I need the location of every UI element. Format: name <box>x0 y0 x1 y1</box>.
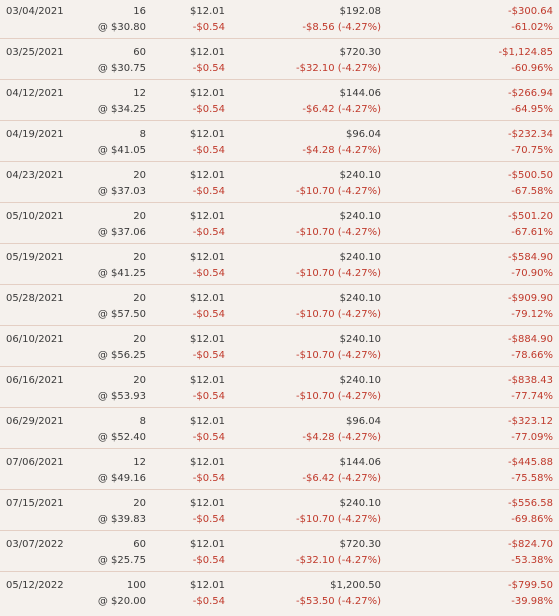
lot-day-change: -$0.54 <box>192 514 225 525</box>
lot-value: $240.10 <box>339 252 381 263</box>
lot-value: $144.06 <box>339 457 381 468</box>
lot-value: $240.10 <box>339 211 381 222</box>
lot-date: 07/06/2021 <box>6 457 64 468</box>
lot-price: $12.01 <box>190 170 225 181</box>
lot-value-change: -$6.42 (-4.27%) <box>302 473 381 484</box>
lot-day-change: -$0.54 <box>192 145 225 156</box>
lot-gain: -$824.70 <box>508 539 553 550</box>
table-row[interactable] <box>0 80 559 121</box>
lot-cost-basis: @ $53.93 <box>97 391 146 402</box>
lot-cost-basis: @ $41.05 <box>97 145 146 156</box>
lot-price: $12.01 <box>190 457 225 468</box>
lot-value: $240.10 <box>339 498 381 509</box>
lot-quantity: 20 <box>133 375 146 386</box>
lot-price: $12.01 <box>190 47 225 58</box>
lot-cost-basis: @ $30.75 <box>97 63 146 74</box>
lot-value: $96.04 <box>346 416 381 427</box>
lot-date: 06/29/2021 <box>6 416 64 427</box>
lot-value: $240.10 <box>339 293 381 304</box>
lot-price: $12.01 <box>190 129 225 140</box>
table-row[interactable] <box>0 572 559 613</box>
lot-gain: -$501.20 <box>508 211 553 222</box>
table-row[interactable] <box>0 367 559 408</box>
table-row[interactable] <box>0 203 559 244</box>
lot-price: $12.01 <box>190 375 225 386</box>
lot-day-change: -$0.54 <box>192 268 225 279</box>
lot-gain: -$584.90 <box>508 252 553 263</box>
lot-cost-basis: @ $41.25 <box>97 268 146 279</box>
lot-quantity: 20 <box>133 334 146 345</box>
lot-value-change: -$6.42 (-4.27%) <box>302 104 381 115</box>
lot-quantity: 12 <box>133 457 146 468</box>
lot-gain-percent: -70.75% <box>511 145 553 156</box>
lot-price: $12.01 <box>190 539 225 550</box>
table-row[interactable] <box>0 449 559 490</box>
lot-date: 05/28/2021 <box>6 293 64 304</box>
lot-cost-basis: @ $56.25 <box>97 350 146 361</box>
table-row[interactable] <box>0 39 559 80</box>
lot-gain: -$500.50 <box>508 170 553 181</box>
lot-value-change: -$53.50 (-4.27%) <box>296 596 381 607</box>
lot-price: $12.01 <box>190 580 225 591</box>
lot-gain-percent: -64.95% <box>511 104 553 115</box>
lot-date: 04/19/2021 <box>6 129 64 140</box>
lot-gain-percent: -39.98% <box>511 596 553 607</box>
lot-value: $144.06 <box>339 88 381 99</box>
lot-value: $240.10 <box>339 170 381 181</box>
lot-price: $12.01 <box>190 498 225 509</box>
lot-day-change: -$0.54 <box>192 22 225 33</box>
lot-date: 06/16/2021 <box>6 375 64 386</box>
lot-date: 03/04/2021 <box>6 6 64 17</box>
lot-quantity: 8 <box>139 416 146 427</box>
lot-gain: -$556.58 <box>508 498 553 509</box>
lot-quantity: 60 <box>133 539 146 550</box>
table-row[interactable] <box>0 490 559 531</box>
lot-date: 04/23/2021 <box>6 170 64 181</box>
lot-quantity: 20 <box>133 170 146 181</box>
lot-value: $96.04 <box>346 129 381 140</box>
lot-value: $192.08 <box>339 6 381 17</box>
lot-value-change: -$10.70 (-4.27%) <box>296 268 381 279</box>
lot-cost-basis: @ $20.00 <box>97 596 146 607</box>
lot-cost-basis: @ $37.03 <box>97 186 146 197</box>
lot-gain-percent: -67.61% <box>511 227 553 238</box>
lot-date: 06/10/2021 <box>6 334 64 345</box>
lot-cost-basis: @ $39.83 <box>97 514 146 525</box>
lot-price: $12.01 <box>190 334 225 345</box>
lot-value: $1,200.50 <box>330 580 381 591</box>
lot-gain: -$232.34 <box>508 129 553 140</box>
table-row[interactable] <box>0 408 559 449</box>
table-row[interactable] <box>0 531 559 572</box>
lot-date: 03/25/2021 <box>6 47 64 58</box>
table-row[interactable] <box>0 121 559 162</box>
lot-price: $12.01 <box>190 88 225 99</box>
lot-gain-percent: -61.02% <box>511 22 553 33</box>
lot-value-change: -$10.70 (-4.27%) <box>296 309 381 320</box>
lot-quantity: 16 <box>133 6 146 17</box>
lot-day-change: -$0.54 <box>192 555 225 566</box>
lot-price: $12.01 <box>190 293 225 304</box>
lot-value-change: -$10.70 (-4.27%) <box>296 391 381 402</box>
lot-value: $240.10 <box>339 334 381 345</box>
lot-gain-percent: -53.38% <box>511 555 553 566</box>
lot-day-change: -$0.54 <box>192 596 225 607</box>
table-row[interactable] <box>0 162 559 203</box>
lot-day-change: -$0.54 <box>192 63 225 74</box>
lot-gain: -$1,124.85 <box>498 47 553 58</box>
lot-gain: -$799.50 <box>508 580 553 591</box>
lot-day-change: -$0.54 <box>192 104 225 115</box>
lot-gain-percent: -67.58% <box>511 186 553 197</box>
lot-gain: -$445.88 <box>508 457 553 468</box>
lot-cost-basis: @ $37.06 <box>97 227 146 238</box>
lot-gain: -$884.90 <box>508 334 553 345</box>
lot-day-change: -$0.54 <box>192 186 225 197</box>
lot-value: $720.30 <box>339 47 381 58</box>
lot-date: 07/15/2021 <box>6 498 64 509</box>
table-row[interactable] <box>0 244 559 285</box>
lot-value: $240.10 <box>339 375 381 386</box>
lot-cost-basis: @ $34.25 <box>97 104 146 115</box>
lot-value-change: -$4.28 (-4.27%) <box>302 145 381 156</box>
lot-value-change: -$10.70 (-4.27%) <box>296 227 381 238</box>
lot-gain-percent: -69.86% <box>511 514 553 525</box>
lot-value-change: -$10.70 (-4.27%) <box>296 186 381 197</box>
lot-gain: -$266.94 <box>508 88 553 99</box>
lot-cost-basis: @ $52.40 <box>97 432 146 443</box>
lot-cost-basis: @ $25.75 <box>97 555 146 566</box>
lot-quantity: 20 <box>133 211 146 222</box>
lot-gain: -$909.90 <box>508 293 553 304</box>
table-row[interactable] <box>0 0 559 39</box>
lot-date: 05/10/2021 <box>6 211 64 222</box>
lot-gain-percent: -77.09% <box>511 432 553 443</box>
lot-gain: -$300.64 <box>508 6 553 17</box>
lot-cost-basis: @ $30.80 <box>97 22 146 33</box>
lot-cost-basis: @ $57.50 <box>97 309 146 320</box>
table-row[interactable] <box>0 326 559 367</box>
lot-day-change: -$0.54 <box>192 391 225 402</box>
lot-gain-percent: -60.96% <box>511 63 553 74</box>
lot-value-change: -$4.28 (-4.27%) <box>302 432 381 443</box>
lot-day-change: -$0.54 <box>192 473 225 484</box>
lot-gain: -$838.43 <box>508 375 553 386</box>
lot-date: 04/12/2021 <box>6 88 64 99</box>
lot-quantity: 20 <box>133 252 146 263</box>
lot-date: 05/19/2021 <box>6 252 64 263</box>
lot-day-change: -$0.54 <box>192 350 225 361</box>
lot-gain-percent: -79.12% <box>511 309 553 320</box>
lot-gain-percent: -78.66% <box>511 350 553 361</box>
lot-quantity: 20 <box>133 498 146 509</box>
lot-value-change: -$32.10 (-4.27%) <box>296 63 381 74</box>
lot-value-change: -$8.56 (-4.27%) <box>302 22 381 33</box>
lot-value: $720.30 <box>339 539 381 550</box>
lot-value-change: -$32.10 (-4.27%) <box>296 555 381 566</box>
lot-quantity: 60 <box>133 47 146 58</box>
lot-date: 05/12/2022 <box>6 580 64 591</box>
lot-value-change: -$10.70 (-4.27%) <box>296 514 381 525</box>
lot-price: $12.01 <box>190 416 225 427</box>
lot-day-change: -$0.54 <box>192 309 225 320</box>
lot-gain-percent: -70.90% <box>511 268 553 279</box>
lot-gain-percent: -77.74% <box>511 391 553 402</box>
lot-value-change: -$10.70 (-4.27%) <box>296 350 381 361</box>
table-row[interactable] <box>0 285 559 326</box>
lot-cost-basis: @ $49.16 <box>97 473 146 484</box>
lot-gain: -$323.12 <box>508 416 553 427</box>
lot-price: $12.01 <box>190 211 225 222</box>
lot-quantity: 12 <box>133 88 146 99</box>
lot-gain-percent: -75.58% <box>511 473 553 484</box>
lot-quantity: 100 <box>126 580 146 591</box>
lot-day-change: -$0.54 <box>192 227 225 238</box>
lot-price: $12.01 <box>190 252 225 263</box>
lot-quantity: 20 <box>133 293 146 304</box>
lot-quantity: 8 <box>139 129 146 140</box>
lot-day-change: -$0.54 <box>192 432 225 443</box>
lot-price: $12.01 <box>190 6 225 17</box>
lot-date: 03/07/2022 <box>6 539 64 550</box>
